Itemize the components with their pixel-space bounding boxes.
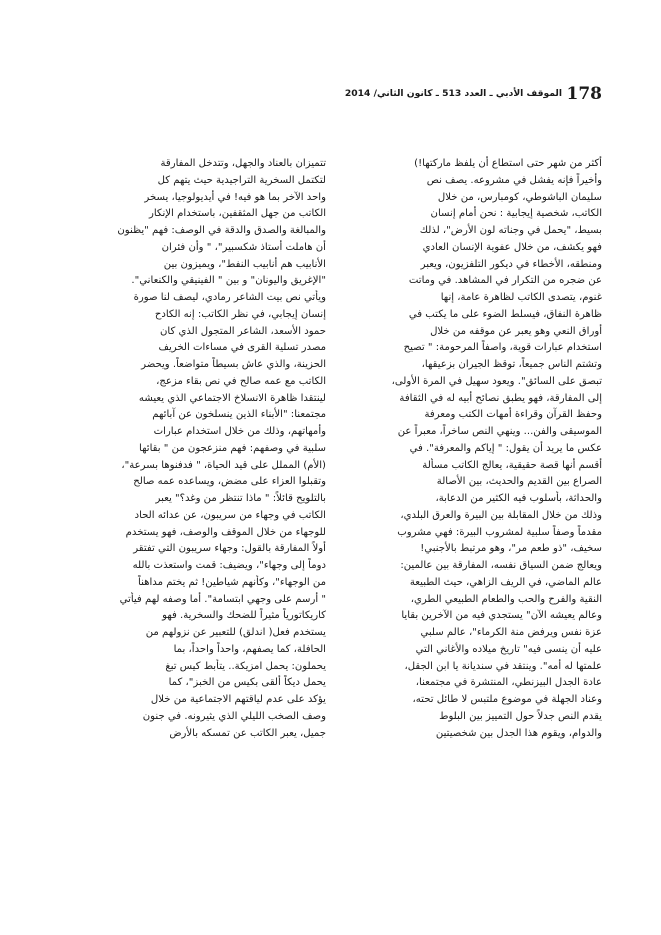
text-line: وعالم يعيشه الآن" يستجدي فيه من الآخرين بقايا (401, 610, 602, 622)
text-line: عليه أن ينسى فيه" تاريخ ميلاده والأغاني التي (415, 643, 602, 655)
text-line: الموسيقى والفن... وينهي النص ساخراً، معبراً عن (397, 426, 602, 437)
text-line: تبصق على السائق". ويعود سهيل في المرة الأولى، (391, 375, 602, 387)
text-line: وتقبلوا العزاء على مضض، ويساعده عمه صالح (133, 476, 326, 488)
text-line: ظاهرة النفاق، فيسلط الضوء على ما يكتب في (408, 308, 602, 320)
text-line: عكس ما يريد أن يقول: " إياكم والمعرفة". في (409, 442, 602, 454)
text-line: ويأتي نص بيت الشاعر رمادي، ليصف لنا صورة (133, 292, 326, 303)
text-line: بسيط، "يحمل في وجناته لون الأرض"، لذلك (419, 225, 602, 236)
text-line: (الأم) المملل على قيد الحياة، " فدفنوها بسرعة"، (121, 459, 326, 471)
text-line: أولاً المفارقة بالقول: وجهاء سريبون التي تفتقر (133, 543, 326, 555)
text-line: أكثر من شهر حتى استطاع أن يلفظ ماركتها!) (414, 158, 602, 169)
text-line: وأمهاتهم، وذلك من خلال استخدام عبارات (153, 426, 326, 437)
text-line: عزة نفس ويرفض منة الكرماء"، عالم سلبي (420, 627, 602, 638)
text-line: النقية والفرح والحب والطعام الطبيعي الطري، (410, 593, 602, 605)
right-column (351, 156, 602, 742)
text-line: فهو يكشف، من خلال عفوية الإنسان العادي (422, 241, 602, 253)
text-line: وذلك من خلال المقابلة بين البيرة والعرق البلدي، (400, 509, 602, 521)
text-line: دوماً إلى وجهاء"، ويضيف: قمت واستعذت بالله (132, 560, 326, 571)
running-head: الموقف الأدبي ـ العدد 513 ـ كانون الثاني/ 2014 (344, 88, 562, 99)
page-number: 178 (566, 84, 602, 104)
text-line: أقسم أنها قصة حقيقية، يعالج الكاتب مسألة (422, 459, 602, 471)
text-line: يستخدم فعل( اندلق) للتعبير عن نزولهم من (145, 627, 326, 638)
text-line: ومنطقه، الأخطاء في ديكور التلفزيون، ويعبر (420, 258, 602, 270)
text-line: الكاتب في وجهاء من سريبون، عن عدائه الحاد (134, 509, 326, 521)
text-line: مصدر تسلية القرى في مساءات الخريف (158, 342, 326, 354)
text-line: استخدام عبارات قوية، واصفاً المرحومة: " تصيح (403, 342, 602, 354)
text-line: مجتمعنا: "الأبناء الذين ينسلخون عن آبائهم (152, 409, 326, 421)
text-line: سليمان الباشوطي، كومبارس، من خلال (437, 191, 602, 203)
text-line: وعناد الجهلة في موضوع ملتبس لا طائل تحته، (412, 694, 602, 705)
text-line: تتميزان بالعناد والجهل، وتتدخل المفارقة (160, 158, 326, 169)
text-line: إنسان إيجابي، في نظر الكاتب: إنه الكادح (154, 308, 326, 320)
text-line: " أرسم على وجهي ابتسامة". أما وصفه لهم فيأتي (119, 593, 326, 605)
text-line: أن هاملت أستاذ شكسبير"، " وأن فئران (161, 241, 326, 253)
text-line: وتشتم الناس جميعاً، توقظ الجيران بزعيقها، (421, 359, 602, 370)
text-line: وصف الصخب الليلي الذي يثيرونه. في جنون (142, 710, 326, 722)
text-line: الحافلة، كما يصفهم، واحداً واحداً، بما (173, 643, 326, 655)
text-line: حمود الأسعد، الشاعر المتجول الذي كان (159, 325, 326, 337)
text-line: والمبالغة والصدق والدقة في الوصف: فهم "يظنون (117, 225, 326, 236)
text-line: عالم الماضي، في الريف الزاهي، حيث الطبيعة (409, 576, 602, 588)
text-line: جميل، يعبر الكاتب عن تمسكه بالأرض (169, 727, 326, 739)
page-header (340, 84, 602, 108)
text-line: لينتقدا ظاهرة الانسلاخ الاجتماعي الذي يعيشه (138, 392, 326, 404)
text-line: عادة الجدل البيزنطي، المنتشرة في مجتمعنا، (415, 677, 602, 689)
text-line: إلى المفارقة، فهو يطبق نصائح أبيه له في الثقافة (399, 392, 602, 404)
text-line: يؤكد على عدم لياقتهم الاجتماعية من خلال (150, 694, 326, 705)
text-line: سلبية في وصفهم: فهم منزعجون من " بقائها (139, 442, 326, 454)
text-line: مقدماً وصفاً سلبية لمشروب البيرة: فهي مشروب (397, 526, 602, 538)
text-line: والحداثة، بأسلوب فيه الكثير من الدعابة، (435, 493, 602, 504)
text-line: ويعالج ضمن السياق نفسه، المفارقة بين عالمين: (400, 560, 602, 571)
text-line: بالتلويح قائلاً: " ماذا تنتظر من وغد؟" يعبر (155, 493, 326, 504)
left-column (75, 156, 326, 742)
text-line: غنوم، يتصدى الكاتب لظاهرة عامة، إنها (440, 292, 602, 303)
text-line: يحملون: يحمل امزيكة.. يتأبط كيس تبغ (165, 660, 326, 672)
text-line: وحفظ القرآن وقراءة أمهات الكتب ومعرفة (424, 409, 602, 421)
text-line: الأنابيب هم أنابيب النفط"، ويميزون بين (163, 258, 326, 270)
text-line: والدوام، ويقوم هذا الجدل بين شخصيتين (435, 727, 602, 739)
text-line: الصراع بين القديم والحديث، بين الأصالة (436, 476, 602, 488)
text-line: الكاتب مع عمه صالح في نص بقاء مزعج، (156, 375, 326, 387)
text-line: أوراق النعي وهو يعبر عن موقفه من خلال (430, 325, 602, 337)
text-line: علمتها له أمه". وينتقد في سنديانة يا ابن الجقل، (404, 660, 602, 672)
text-line: عن ضجره من التكرار في المشاهد. في وماتت (408, 275, 602, 287)
text-line: "الإغريق واليونان" و بين " الفينيقي والكنعاني". (131, 275, 326, 287)
text-line: يقدم النص جدلاً حول التمييز بين البلوط (439, 710, 602, 722)
text-line: من الوجهاء"، وكأنهم شياطين! ثم يختم مداهناً (138, 576, 326, 588)
text-line: لتكتمل السخرية التراجيدية حيث يتهم كل (157, 174, 326, 186)
text-line: يحمل ديكاً ألقى بكيس من الخبز"، كما (168, 677, 326, 689)
text-line: سخيف، "ذو طعم مر"، وهو مرتبط بالأجنبي! (420, 543, 602, 555)
text-line: الكاتب، شخصية إيجابية : نحن أمام إنسان (430, 208, 602, 220)
text-line: وأخيراً فإنه يفشل في مشروعه. يصف نص (426, 174, 602, 186)
text-line: الحزينة، والذي عاش بسيطاً متواضعاً. ويحضر (141, 359, 326, 370)
text-line: واحد الآخر بما هو فيه! في أيديولوجيا، يسخر (144, 191, 326, 203)
text-line: كاريكاتورياً مثيراً للضحك والسخرية. فهو (162, 610, 326, 622)
text-line: للوجهاء من خلال الموقف والوصف، فهو يستخدم (125, 526, 326, 538)
text-line: الكاتب من جهل المثقفين، باستخدام الإنكار (148, 208, 326, 220)
